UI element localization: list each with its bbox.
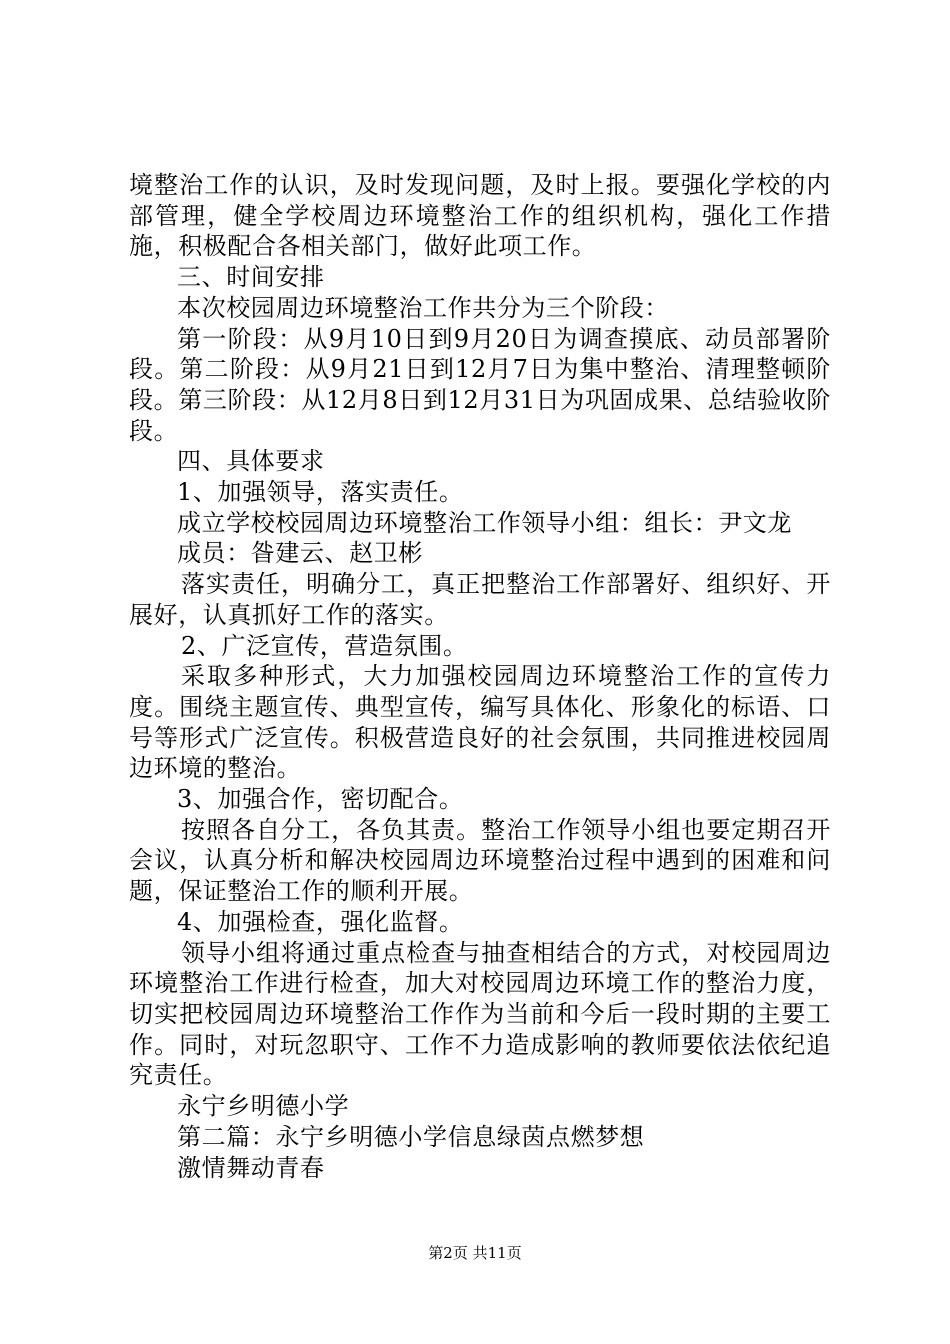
paragraph-inspection: 领导小组将通过重点检查与抽查相结合的方式，对校园周边环境整治工作进行检查，加大对校园周边环境工作的整治力度，切实把校园周边环境整治工作作为当前和今后一段时期的主要工作。同时，对玩忽职守、工作不力造成影响的教师要依法依纪追究责任。 [129, 938, 831, 1090]
subheading-leadership: 1、加强领导，落实责任。 [177, 478, 464, 507]
paragraph-publicity: 采取多种形式，大力加强校园周边环境整治工作的宣传力度。围绕主题宣传、典型宣传，编写具体化、形象化的标语、口号等形式广泛宣传。积极营造良好的社会氛围，共同推进校园周边环境的整治。 [129, 662, 831, 783]
document-body [129, 170, 831, 1183]
section-heading-schedule: 三、时间安排 [177, 263, 325, 292]
paragraph-continuation: 境整治工作的认识，及时发现问题，及时上报。要强化学校的内部管理，健全学校周边环境整治工作的组织机构，强化工作措施，积极配合各相关部门，做好此项工作。 [129, 171, 831, 261]
paragraph-stages-detail: 第一阶段：从9月10日到9月20日为调查摸底、动员部署阶段。第二阶段：从9月21日到12月7日为集中整治、清理整顿阶段。第三阶段：从12月8日到12月31日为巩固成果、总结验收阶段。 [129, 324, 831, 445]
section-heading-requirements: 四、具体要求 [177, 447, 325, 476]
subheading-cooperation: 3、加强合作，密切配合。 [177, 785, 464, 814]
paragraph-members: 成员：昝建云、赵卫彬 [177, 539, 423, 568]
subheading-inspection: 4、加强检查，强化监督。 [177, 907, 464, 936]
paragraph-next-article-title: 第二篇：永宁乡明德小学信息绿茵点燃梦想 [177, 1122, 645, 1151]
paragraph-stages-intro: 本次校园周边环境整治工作共分为三个阶段： [177, 293, 669, 322]
paragraph-cooperation: 按照各自分工，各负其责。整治工作领导小组也要定期召开会议，认真分析和解决校园周边环境整治过程中遇到的困难和问题，保证整治工作的顺利开展。 [129, 815, 831, 906]
paragraph-responsibility: 落实责任，明确分工，真正把整治工作部署好、组织好、开展好，认真抓好工作的落实。 [129, 570, 831, 629]
paragraph-signature: 永宁乡明德小学 [177, 1092, 350, 1121]
paragraph-next-article-subtitle: 激情舞动青春 [177, 1153, 325, 1182]
page-number-footer: 第2页 共11页 [428, 1244, 522, 1262]
subheading-publicity: 2、广泛宣传，营造氛围。 [181, 631, 468, 660]
paragraph-leadership-group: 成立学校校园周边环境整治工作领导小组：组长：尹文龙 [177, 508, 792, 537]
